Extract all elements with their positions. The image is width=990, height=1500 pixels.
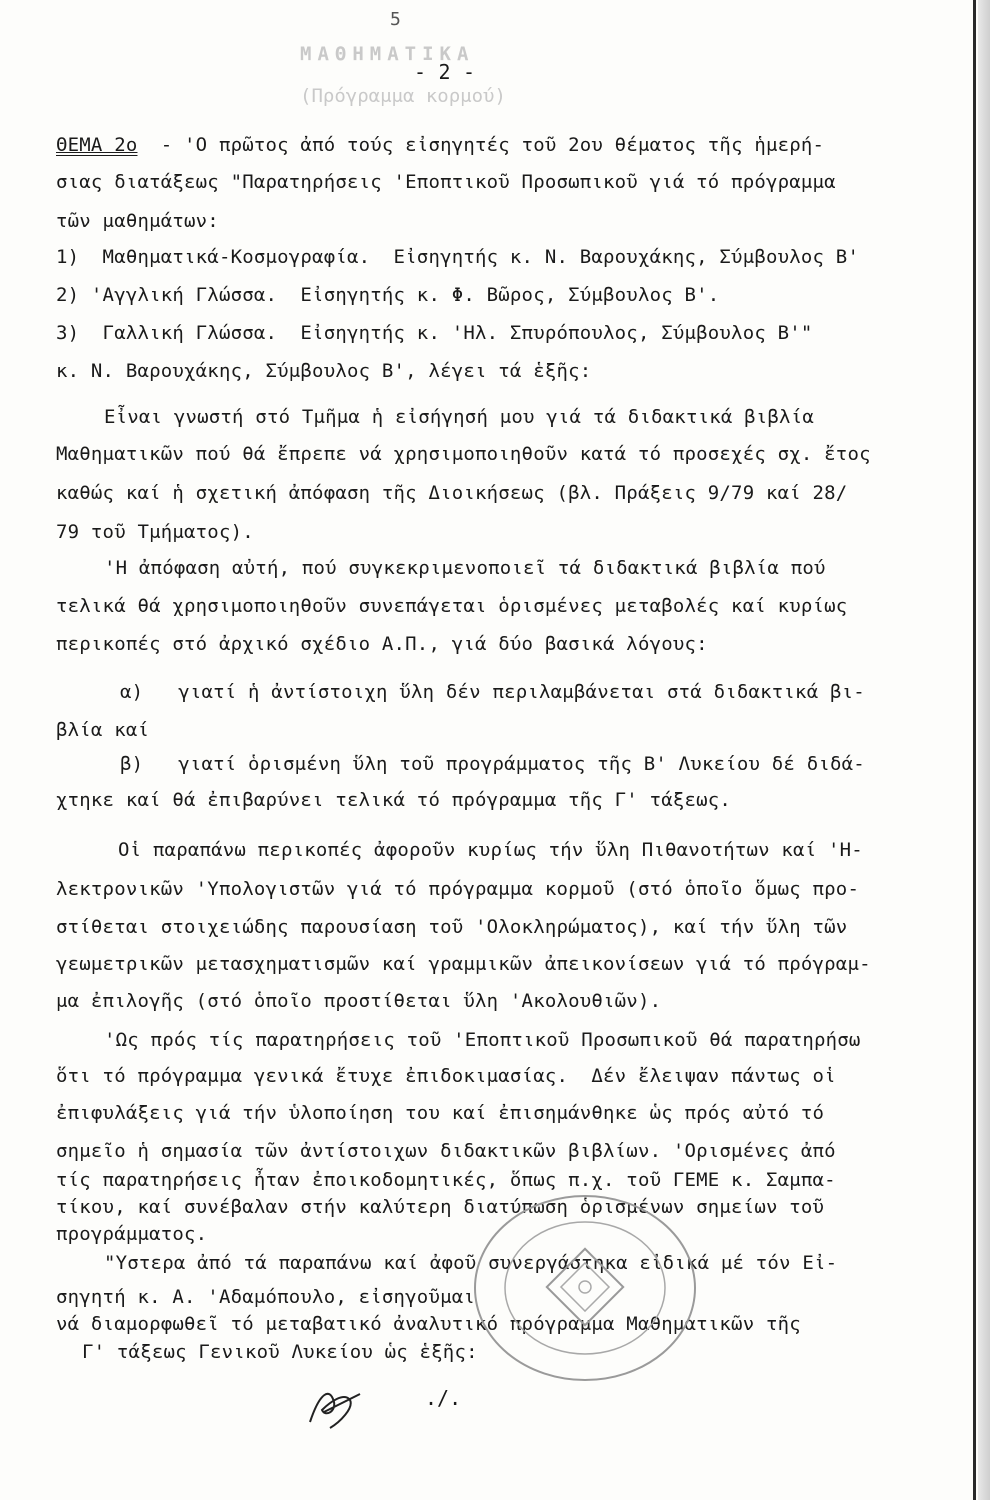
text-line: ὅτι τό πρόγραμμα γενικά ἔτυχε ἐπιδοκιμασίας. Δέν ἔλειψαν πάντως οἱ: [56, 1065, 836, 1087]
text-line: νά διαμορφωθεῖ τό μεταβατικό ἀναλυτικό πρόγραμμα Μαθηματικῶν τῆς: [56, 1313, 801, 1335]
text-line: 'Ως πρός τίς παρατηρήσεις τοῦ 'Εποπτικοῦ Προσωπικοῦ θά παρατηρήσω: [104, 1029, 861, 1051]
text-line: λεκτρονικῶν 'Υπολογιστῶν γιά τό πρόγραμμα κορμοῦ (στό ὁποῖο ὅμως προ-: [56, 878, 860, 900]
text-line: 79 τοῦ Τμήματος).: [56, 521, 254, 543]
page-edge-shadow: [978, 0, 990, 1500]
signature: [300, 1382, 380, 1432]
text-line: μα ἐπιλογῆς (στό ὁποῖο προστίθεται ὕλη 'Ακολουθιῶν).: [56, 990, 662, 1012]
text-line: βλία καί: [56, 719, 150, 741]
text-line: τῶν μαθημάτων:: [56, 210, 219, 232]
text-line: προγράμματος.: [56, 1223, 208, 1245]
text-line: ἐπιφυλάξεις γιά τήν ὑλοποίηση του καί ἐπισημάνθηκε ὡς πρός αὐτό τό: [56, 1102, 825, 1124]
text-line: Μαθηματικῶν πού θά ἔπρεπε νά χρησιμοποιηθοῦν κατά τό προσεχές σχ. ἔτος: [56, 443, 871, 465]
text-line: χτηκε καί θά ἐπιβαρύνει τελικά τό πρόγραμμα τῆς Γ' τάξεως.: [56, 789, 732, 811]
official-stamp: [460, 1188, 710, 1388]
text-line: Οἱ παραπάνω περικοπές ἀφοροῦν κυρίως τήν ὕλη Πιθανοτήτων καί 'Η-: [118, 839, 863, 861]
page-edge-line: [973, 0, 976, 1500]
text-line: περικοπές στό ἀρχικό σχέδιο Α.Π., γιά δύο βασικά λόγους:: [56, 633, 708, 655]
text-line: ΘΕΜΑ 2ο - 'Ο πρῶτος ἀπό τούς εἰσηγητές τοῦ 2ου θέματος τῆς ἡμερή-: [56, 134, 825, 156]
top-mark: 5: [390, 9, 402, 30]
bleed-through-title: ΜΑΘΗΜΑΤΙΚΑ: [300, 43, 475, 65]
text-line: σηγητή κ. Α. 'Αδαμόπουλο, εἰσηγοῦμαι: [56, 1286, 476, 1308]
text-line: στίθεται στοιχειώδης παρουσίαση τοῦ 'Ολοκληρώματος), καί τήν ὕλη τῶν: [56, 916, 848, 938]
text-line: α) γιατί ἡ ἀντίστοιχη ὕλη δέν περιλαμβάνεται στά διδακτικά βι-: [120, 681, 865, 703]
bleed-through-subtitle: (Πρόγραμμα κορμού): [300, 85, 506, 107]
text-line: γεωμετρικῶν μετασχηματισμῶν καί γραμμικῶν ἀπεικονίσεων γιά τό πρόγραμ-: [56, 953, 871, 975]
page-number: - 2 -: [414, 60, 476, 84]
text-line: τίς παρατηρήσεις ἦταν ἐποικοδομητικές, ὅπως π.χ. τοῦ ΓΕΜΕ κ. Σαμπα-: [56, 1169, 836, 1191]
text-line: τίκου, καί συνέβαλαν στήν καλύτερη διατύπωση ὁρισμένων σημείων τοῦ: [56, 1196, 825, 1218]
text-line: 3) Γαλλική Γλώσσα. Εἰσηγητής κ. 'Ηλ. Σπυρόπουλος, Σύμβουλος Β'": [56, 322, 813, 344]
text-line: 1) Μαθηματικά-Κοσμογραφία. Εἰσηγητής κ. Ν. Βαρουχάκης, Σύμβουλος Β': [56, 246, 860, 268]
text-line: σιας διατάξεως "Παρατηρήσεις 'Εποπτικοῦ Προσωπικοῦ γιά τό πρόγραμμα: [56, 171, 836, 193]
text-line: Εἶναι γνωστή στό Τμῆμα ἡ εἰσήγησή μου γιά τά διδακτικά βιβλία: [104, 406, 814, 428]
text-line: β) γιατί ὁρισμένη ὕλη τοῦ προγράμματος τῆς Β' Λυκείου δέ διδά-: [120, 753, 865, 775]
text-line: Γ' τάξεως Γενικοῦ Λυκείου ὡς ἑξῆς:: [82, 1341, 478, 1363]
text-line: "Υστερα ἀπό τά παραπάνω καί ἀφοῦ συνεργάστηκα εἰδικά μέ τόν Εἰ-: [104, 1252, 838, 1274]
text-line: καθώς καί ἡ σχετική ἀπόφαση τῆς Διοικήσεως (βλ. Πράξεις 9/79 καί 28/: [56, 482, 848, 504]
text-line: σημεῖο ἡ σημασία τῶν ἀντίστοιχων διδακτικῶν βιβλίων. 'Ορισμένες ἀπό: [56, 1140, 836, 1162]
text-line: τελικά θά χρησιμοποιηθοῦν συνεπάγεται ὁρισμένες μεταβολές καί κυρίως: [56, 595, 848, 617]
text-line: 2) 'Αγγλική Γλώσσα. Εἰσηγητής κ. Φ. Βῶρος, Σύμβουλος Β'.: [56, 284, 720, 306]
continuation-mark: ./.: [425, 1386, 462, 1410]
text-line: 'Η ἀπόφαση αὐτή, πού συγκεκριμενοποιεῖ τά διδακτικά βιβλία πού: [104, 557, 826, 579]
text-line: κ. Ν. Βαρουχάκης, Σύμβουλος Β', λέγει τά ἑξῆς:: [56, 360, 592, 382]
